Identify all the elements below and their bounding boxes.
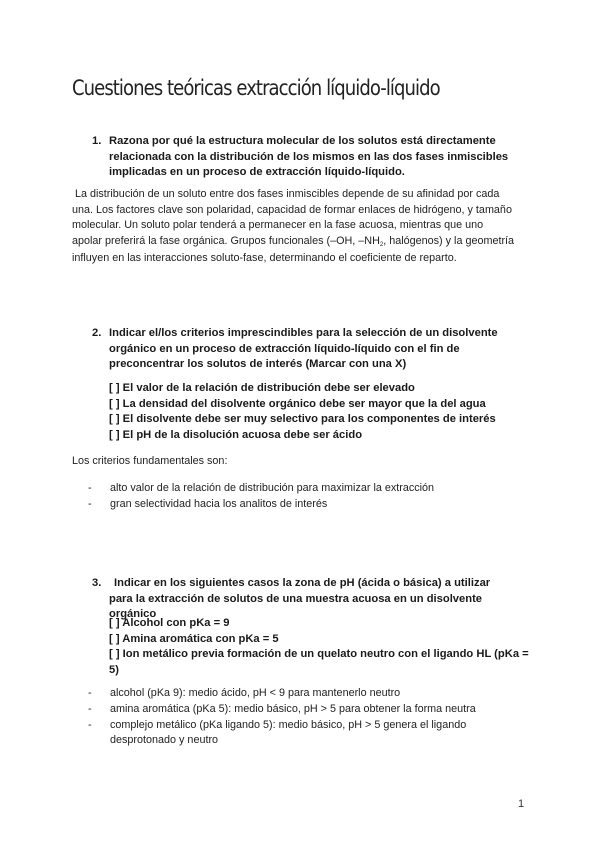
answer-2-intro: Los criterios fundamentales son:	[72, 455, 228, 467]
answer-2-list	[88, 481, 434, 513]
answer-line: molecular. Un soluto polar tenderá a permanecer en la fase acuosa, mientras que uno	[72, 219, 484, 232]
option-checkbox[interactable]: [ ] El pH de la disolución acuosa debe ser ácido	[109, 428, 363, 441]
question-text: Razona por qué la estructura molecular de los solutos está directamente relacionada con la distribución de los mismos en las dos fases inmiscibles implicadas en un proceso de extracción líquido-líquido.	[109, 135, 509, 179]
option-checkbox[interactable]: [ ] Amina aromática con pKa = 5	[109, 632, 279, 645]
list-dash: -	[88, 497, 92, 510]
answer-line	[72, 234, 542, 252]
question-text: Indicar el/los criterios imprescindibles para la selección de un disolvente orgánico en un proceso de extracción líquido-líquido con el fin de preconcentrar los solutos de interés (Marcar con una X)	[109, 327, 498, 371]
list-dash: -	[88, 718, 92, 731]
options-3	[109, 616, 529, 678]
list-dash: -	[88, 687, 92, 699]
list-item	[88, 702, 476, 718]
answer-line: influyen en las interacciones soluto-fase, determinando el coeficiente de reparto.	[72, 252, 457, 265]
list-item	[88, 481, 434, 497]
list-item-text: alcohol (pKa 9): medio ácido, pH < 9 para mantenerlo neutro	[110, 687, 401, 699]
question-2	[92, 326, 502, 373]
page-number: 1	[518, 798, 525, 810]
list-item	[88, 497, 434, 513]
document-title: Cuestiones teóricas extracción líquido-líquido	[72, 76, 440, 100]
question-1	[92, 134, 512, 181]
answer-line-part: apolar preferirá la fase orgánica. Grupos funcionales (–OH, –NH	[72, 234, 380, 247]
option-continuation: 5)	[109, 663, 119, 676]
option-checkbox[interactable]: [ ] El valor de la relación de distribución debe ser elevado	[109, 382, 415, 394]
answer-line: La distribución de un soluto entre dos fases inmiscibles depende de su afinidad por cada	[72, 188, 500, 200]
list-item-continuation: desprotonado y neutro	[110, 734, 219, 747]
list-item-text: alto valor de la relación de distribución para maximizar la extracción	[110, 482, 435, 494]
option-checkbox[interactable]: [ ] El disolvente debe ser muy selectivo para los componentes de interés	[109, 413, 496, 426]
question-text: Indicar en los siguientes casos la zona de pH (ácida o básica) a utilizar para la extracción de solutos de una muestra acuosa en un disolvente orgánico	[109, 577, 491, 621]
answer-line: una. Los factores clave son polaridad, capacidad de formar enlaces de hidrógeno, y tamaño	[72, 203, 512, 216]
list-item-text: amina aromática (pKa 5): medio básico, pH > 5 para obtener la forma neutra	[110, 702, 476, 715]
list-dash: -	[88, 482, 92, 494]
list-dash: -	[88, 702, 92, 715]
answer-3-list	[88, 686, 476, 749]
option-checkbox[interactable]: [ ] Alcohol con pKa = 9	[109, 617, 230, 629]
question-number: 1.	[92, 135, 102, 147]
list-item-text: complejo metálico (pKa ligando 5): medio básico, pH > 5 genera el ligando	[110, 718, 467, 731]
answer-1	[72, 187, 542, 267]
option-checkbox[interactable]: [ ] Ion metálico previa formación de un quelato neutro con el ligando HL (pKa =	[109, 648, 529, 661]
question-number: 3.	[92, 577, 102, 589]
option-checkbox[interactable]: [ ] La densidad del disolvente orgánico debe ser mayor que la del agua	[109, 397, 486, 410]
answer-line-part: , halógenos) y la geometría	[383, 234, 515, 247]
list-item	[88, 718, 476, 750]
subscript-2: 2	[379, 241, 384, 248]
list-item-text: gran selectividad hacia los analitos de interés	[110, 497, 328, 510]
list-item	[88, 686, 476, 702]
options-2	[109, 381, 496, 443]
question-number: 2.	[92, 327, 102, 339]
